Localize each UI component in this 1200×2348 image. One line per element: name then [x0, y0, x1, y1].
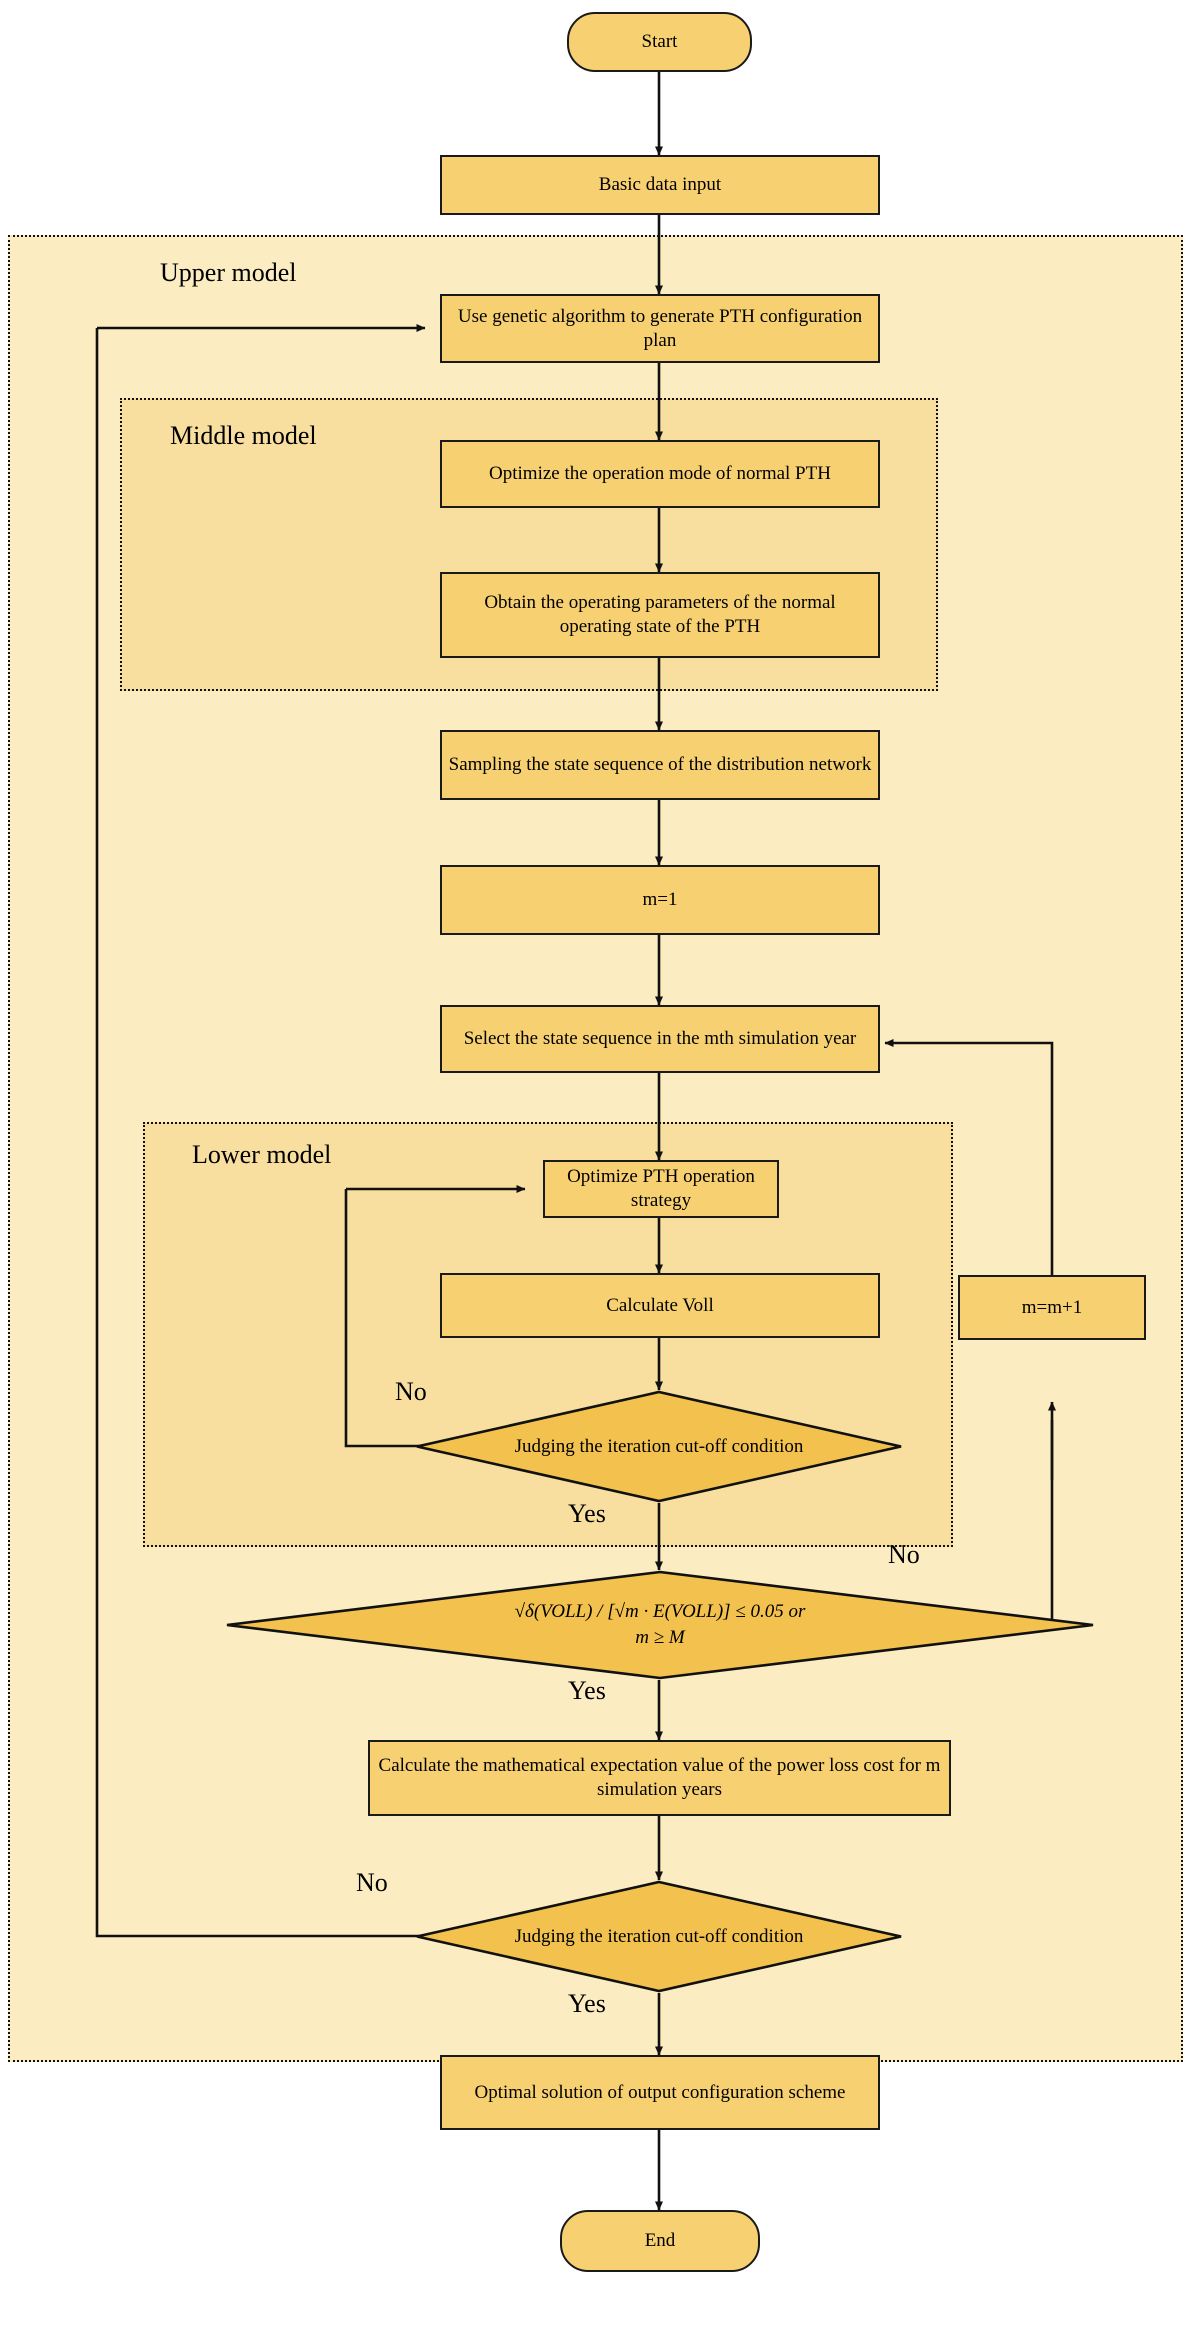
decision-upper-cutoff	[415, 1880, 903, 1993]
node-basic-data-input: Basic data input	[440, 155, 880, 215]
edge-label-convergence-yes: Yes	[568, 1676, 606, 1705]
node-start: Start	[567, 12, 752, 72]
decision-convergence-line2: m ≥ M	[635, 1627, 685, 1648]
node-sampling-state-sequence: Sampling the state sequence of the distribution network	[440, 730, 880, 800]
decision-convergence	[225, 1570, 1095, 1680]
decision-convergence-line1: √δ(VOLL) / [√m · E(VOLL)] ≤ 0.05 or	[514, 1601, 806, 1623]
edge-label-upper-no: No	[356, 1868, 388, 1897]
group-label-upper: Upper model	[160, 258, 297, 287]
edge-label-convergence-no: No	[888, 1540, 920, 1569]
node-calculate-expectation: Calculate the mathematical expectation value of the power loss cost for m simulation years	[368, 1740, 951, 1816]
group-label-middle: Middle model	[170, 421, 317, 450]
decision-lower-cutoff	[415, 1390, 903, 1503]
group-label-lower: Lower model	[192, 1140, 332, 1169]
decision-lower-cutoff-label: Judging the iteration cut-off condition	[514, 1435, 804, 1457]
edge-label-lower-no: No	[395, 1377, 427, 1406]
node-optimize-pth-strategy: Optimize PTH operation strategy	[543, 1160, 779, 1218]
node-select-state-sequence: Select the state sequence in the mth simulation year	[440, 1005, 880, 1073]
node-m-init: m=1	[440, 865, 880, 935]
decision-upper-cutoff-label: Judging the iteration cut-off condition	[514, 1925, 804, 1947]
edge-label-upper-yes: Yes	[568, 1989, 606, 2018]
node-optimal-solution: Optimal solution of output configuration scheme	[440, 2055, 880, 2130]
node-obtain-parameters: Obtain the operating parameters of the normal operating state of the PTH	[440, 572, 880, 658]
node-m-increment: m=m+1	[958, 1275, 1146, 1340]
node-end: End	[560, 2210, 760, 2272]
node-calculate-voll: Calculate Voll	[440, 1273, 880, 1338]
node-optimize-operation-mode: Optimize the operation mode of normal PTH	[440, 440, 880, 508]
edge-label-lower-yes: Yes	[568, 1499, 606, 1528]
node-genetic-algorithm: Use genetic algorithm to generate PTH configuration plan	[440, 294, 880, 363]
